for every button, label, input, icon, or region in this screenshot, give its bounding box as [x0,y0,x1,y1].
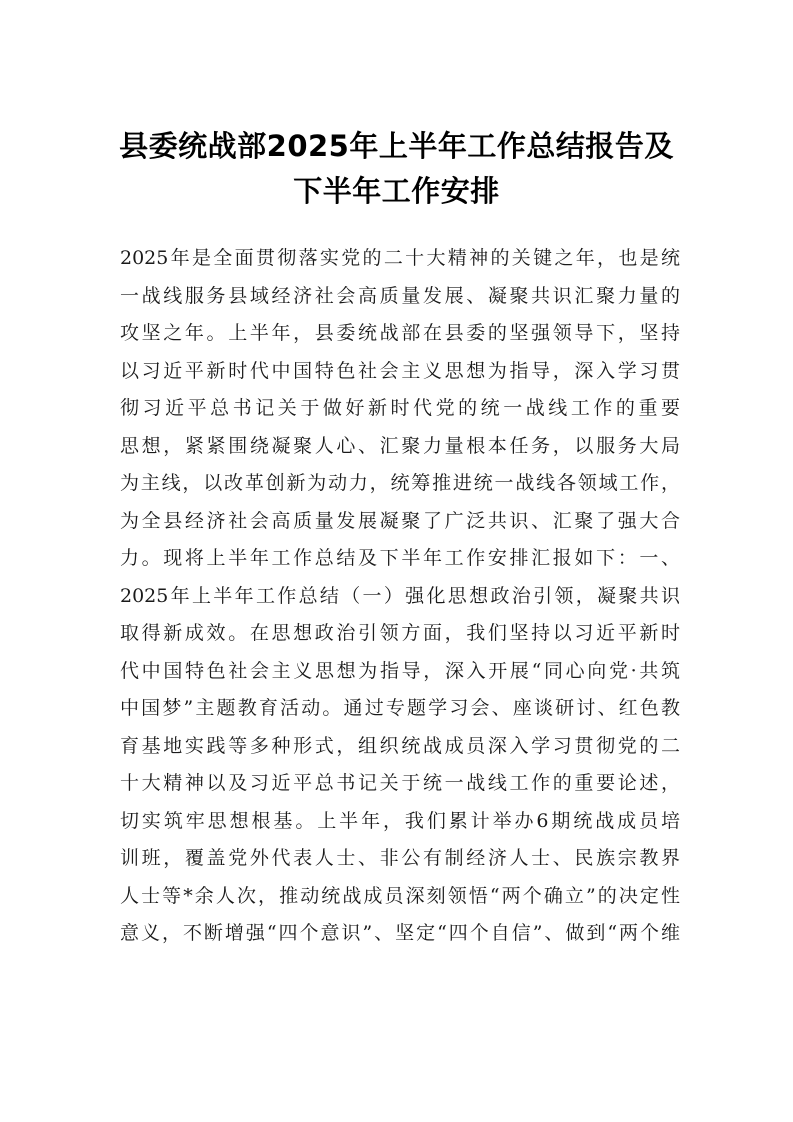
body-line: 意义，不断增强“四个意识”、坚定“四个自信”、做到“两个维 [120,922,680,944]
body-line: 人士等*余人次，推动统战成员深刻领悟“两个确立”的决定性 [120,884,680,907]
body-line: 切实筑牢思想根基。上半年，我们累计举办6期统战成员培 [120,809,680,832]
body-line: 彻习近平总书记关于做好新时代党的统一战线工作的重要 [120,397,680,419]
title-line-2: 下半年工作安排 [293,174,500,208]
body-line: 思想，紧紧围绕凝聚人心、汇聚力量根本任务，以服务大局 [120,434,680,457]
body-line: 十大精神以及习近平总书记关于统一战线工作的重要论述， [120,772,680,794]
body-line: 训班，覆盖党外代表人士、非公有制经济人士、民族宗教界 [120,847,680,869]
body-line: 攻坚之年。上半年，县委统战部在县委的坚强领导下，坚持 [120,322,680,344]
body-line: 取得新成效。在思想政治引领方面，我们坚持以习近平新时 [120,622,680,644]
body-line: 代中国特色社会主义思想为指导，深入开展“同心向党·共筑 [120,659,680,682]
body-line: 育基地实践等多种形式，组织统战成员深入学习贯彻党的二 [120,734,680,757]
body-line: 2025年上半年工作总结（一）强化思想政治引领，凝聚共识 [120,584,680,607]
body-line: 一战线服务县域经济社会高质量发展、凝聚共识汇聚力量的 [120,284,680,307]
body-line: 力。现将上半年工作总结及下半年工作安排汇报如下：一、 [120,547,680,569]
body-line: 中国梦”主题教育活动。通过专题学习会、座谈研讨、红色教 [120,697,680,719]
body-line: 2025年是全面贯彻落实党的二十大精神的关键之年，也是统 [120,247,680,269]
body-line: 以习近平新时代中国特色社会主义思想为指导，深入学习贯 [120,359,680,382]
body-line: 为主线，以改革创新为动力，统筹推进统一战线各领域工作， [120,472,680,494]
document-body [120,240,680,953]
title-line-1: 县委统战部2025年上半年工作总结报告及 [119,129,674,163]
document-title [100,124,693,214]
body-line: 为全县经济社会高质量发展凝聚了广泛共识、汇聚了强大合 [120,509,680,532]
